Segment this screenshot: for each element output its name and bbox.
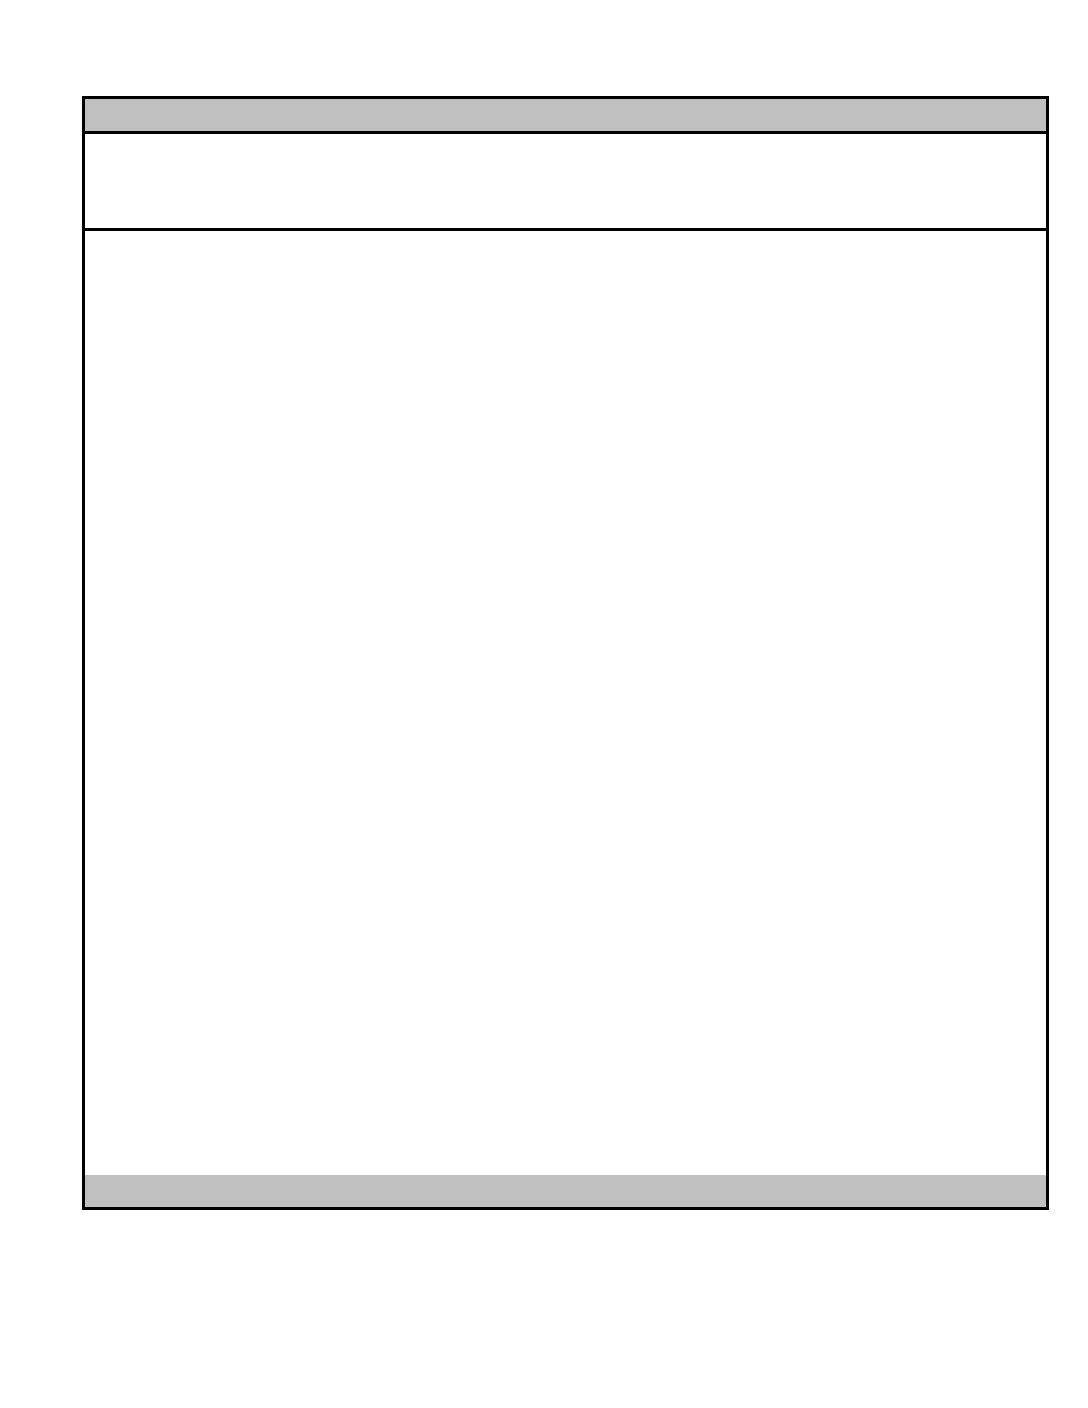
schedule-table: [82, 96, 1049, 1210]
footer-bar: [85, 1175, 1046, 1207]
field-header-row: [85, 134, 1046, 231]
schedule-title: [85, 99, 1046, 134]
